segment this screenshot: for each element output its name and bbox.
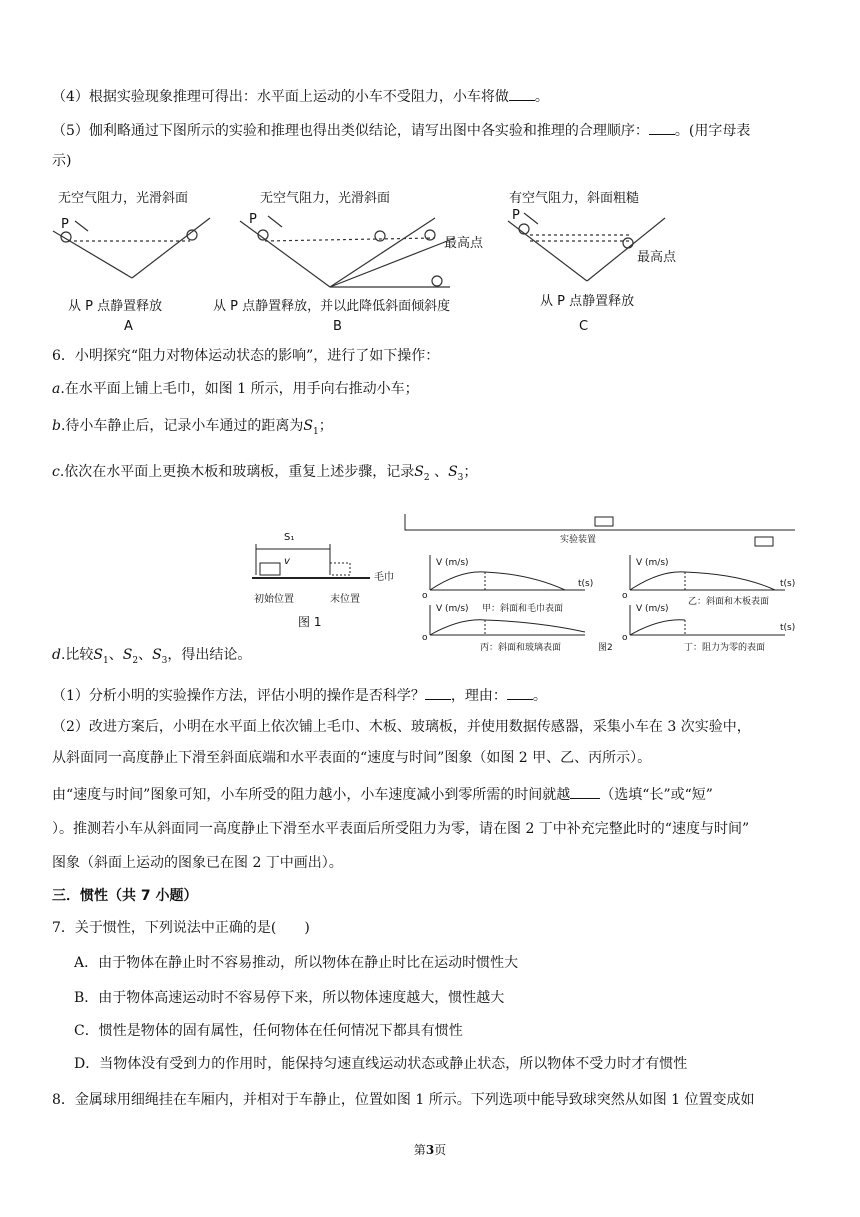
q5-line1	[52, 120, 750, 141]
q6-1-end: 。	[532, 688, 547, 704]
q6-2-line5: 图象（斜面上运动的图象已在图 2 丁中画出）。	[52, 855, 343, 871]
fig1-end: 末位置	[330, 594, 360, 605]
q4-end: 。	[534, 89, 549, 105]
q6-b-end: ；	[318, 418, 333, 434]
fig1-v: v	[284, 556, 290, 567]
fig2-yi-curve	[630, 572, 775, 590]
fig2-ding-curve	[630, 620, 685, 635]
fig-a-letter: A	[124, 319, 133, 333]
q6-2-line3	[52, 784, 713, 805]
q6-c-var2: S	[448, 464, 458, 480]
q6-c-text: .依次在水平面上更换木板和玻璃板，重复上述步骤，记录	[59, 464, 415, 480]
q6-d-sub3: 3	[161, 655, 168, 666]
fig1-s1: S₁	[284, 532, 295, 543]
fig2-cart-right	[755, 537, 773, 546]
footer-pre: 第	[413, 1143, 426, 1157]
fig2-yi-tlabel: t(s)	[780, 579, 796, 589]
q6-c-sep: 、	[429, 464, 449, 480]
q7-option-b[interactable]: B．由于物体高速运动时不容易停下来，所以物体速度越大，惯性越大	[74, 990, 505, 1006]
q8-text: 8．金属球用细绳挂在车厢内，并相对于车静止，位置如图 1 所示。下列选项中能导致球突然从如图 1 位置变成如	[52, 1092, 755, 1108]
figure-1	[250, 530, 410, 640]
q6-b-label: b	[52, 418, 61, 434]
q6-d-sub1: 1	[103, 655, 109, 666]
fig-b-ball-3	[432, 276, 442, 286]
q6-2-line3a: 由“速度与时间”图象可知，小车所受的阻力越小，小车速度减小到零所需的时间就越	[52, 787, 571, 803]
fig-b-p: P	[249, 212, 257, 227]
galileo-figure-c	[500, 183, 700, 333]
q6-2-blank[interactable]	[570, 784, 600, 799]
fig-c-ball-end	[623, 238, 633, 248]
fig-a-left-slope	[53, 231, 132, 278]
q6-a-label: a	[52, 381, 61, 397]
q7-option-a[interactable]: A．由于物体在静止时不容易推动，所以物体在静止时比在运动时惯性大	[74, 955, 519, 971]
fig-b-left-slope	[240, 221, 330, 287]
q6-d-sub2: 2	[132, 655, 139, 666]
fig2-ding-tlabel: t(s)	[780, 623, 796, 633]
q6-c-sub1: 2	[423, 472, 430, 483]
fig1-cart-start	[260, 563, 280, 575]
fig-a-right-slope	[132, 218, 210, 278]
q6-1-blank-a[interactable]	[425, 685, 451, 700]
fig-c-letter: C	[579, 319, 589, 333]
q4-blank[interactable]	[509, 86, 535, 101]
fig-a-title: 无空气阻力，光滑斜面	[58, 191, 189, 206]
fig2-yi-vlabel: V (m/s)	[636, 558, 669, 568]
fig-c-high: 最高点	[637, 250, 677, 265]
q6-step-a	[52, 379, 419, 399]
fig1-start: 初始位置	[254, 594, 294, 605]
fig2-ding-vlabel: V (m/s)	[636, 604, 669, 614]
q6-2-line2: 从斜面同一高度静止下滑至斜面底端和水平表面的“速度与时间”图象（如图 2 甲、乙、丙所示）。	[52, 750, 652, 766]
q6-d-var1: S	[93, 647, 104, 663]
fig-a-arrow	[75, 221, 88, 231]
fig2-jia-curve	[430, 572, 565, 590]
q7-option-d[interactable]: D．当物体没有受到力的作用时，能保持匀速直线运动状态或静止状态，所以物体不受力时才有惯性	[74, 1056, 688, 1072]
section-heading: 三．惯性（共 7 小题）	[52, 888, 198, 904]
fig2-caption: 图2	[598, 643, 613, 653]
fig-c-left-slope	[508, 221, 587, 281]
q6-2-line4: ）。推测若小车从斜面同一高度静止下滑至水平表面后所受阻力为零，请在图 2 丁中补充完整此时的“速度与时间”	[52, 821, 750, 837]
q5-blank[interactable]	[649, 120, 675, 135]
fig2-jia-vlabel: V (m/s)	[436, 558, 469, 568]
fig2-yi-name: 乙：斜面和木板表面	[688, 597, 770, 607]
q6-2-line1: （2）改进方案后，小明在水平面上依次铺上毛巾、木板、玻璃板，并使用数据传感器，采集小车在 3 次实验中，	[52, 719, 751, 735]
q6-1-text: （1）分析小明的实验操作方法，评估小明的操作是否科学？	[52, 688, 425, 704]
fig-c-p: P	[512, 208, 520, 223]
fig-c-arrow	[524, 213, 538, 224]
fig2-bing-name: 丙：斜面和玻璃表面	[480, 643, 562, 653]
q6-d-sep1: 、	[108, 647, 123, 663]
footer-post: 页	[434, 1143, 447, 1157]
galileo-figure	[40, 183, 510, 333]
q5-text1-end: 。(用字母表	[674, 123, 751, 139]
fig-b-dashed	[265, 238, 435, 241]
q6-1-mid: ，理由：	[450, 688, 507, 704]
q6-d-label: d	[52, 647, 61, 663]
fig2-cart-middle	[595, 517, 613, 526]
q6-c-end: ；	[463, 464, 478, 480]
fig2-jia-origin: o	[422, 591, 428, 601]
fig-b-title: 无空气阻力，光滑斜面	[260, 191, 391, 206]
q7-option-c[interactable]: C．惯性是物体的固有属性，任何物体在任何情况下都具有惯性	[74, 1023, 463, 1039]
q5-text1: （5）伽利略通过下图所示的实验和推理也得出类似结论，请写出图中各实验和推理的合理顺序：	[52, 123, 649, 139]
q6-d-sep2: 、	[138, 647, 153, 663]
fig2-jia-tlabel: t(s)	[578, 579, 594, 589]
q7-title: 7．关于惯性，下列说法中正确的是( )	[52, 920, 310, 936]
fig-b-ball-2	[425, 230, 435, 240]
fig-c-caption: 从 P 点静置释放	[540, 294, 635, 309]
fig2-bing-curve	[430, 620, 585, 635]
fig-b-letter: B	[333, 319, 342, 333]
q6-d-text: .比较	[60, 647, 94, 663]
fig2-bing-origin: o	[422, 633, 428, 643]
fig2-ramp	[405, 514, 460, 530]
fig-a-caption: 从 P 点静置释放	[68, 299, 163, 314]
q5-line2: 示)	[52, 153, 72, 169]
q6-part1	[52, 685, 547, 706]
q4-line	[52, 86, 549, 107]
figure-2	[400, 500, 800, 655]
q6-d-var3: S	[152, 647, 162, 663]
fig1-towel: 毛巾	[374, 572, 394, 583]
q6-d-var2: S	[122, 647, 133, 663]
fig1-cart-end	[330, 563, 350, 575]
q6-step-d	[52, 645, 251, 671]
fig-c-title: 有空气阻力，斜面粗糙	[509, 191, 640, 206]
q6-step-b	[52, 416, 333, 442]
fig2-device: 实验装置	[560, 535, 597, 545]
q6-c-var1: S	[414, 464, 424, 480]
fig2-bing-vlabel: V (m/s)	[436, 604, 469, 614]
q6-d-end: ，得出结论。	[167, 647, 252, 663]
fig2-ding-name: 丁：阻力为零的表面	[684, 643, 766, 653]
q6-c-sub2: 3	[457, 472, 464, 483]
q6-c-label: c	[52, 464, 60, 480]
q6-b-sub: 1	[313, 426, 319, 437]
fig-a-p: P	[61, 217, 69, 232]
fig2-yi-origin: o	[622, 591, 628, 601]
fig1-caption: 图 1	[298, 615, 322, 629]
q6-b-var: S	[303, 418, 314, 434]
fig-b-high: 最高点	[444, 236, 484, 251]
page-number: 3	[425, 1143, 435, 1157]
fig-b-arrow	[268, 216, 282, 227]
q6-title: 6．小明探究“阻力对物体运动状态的影响”，进行了如下操作：	[52, 348, 440, 364]
fig2-jia-name: 甲：斜面和毛巾表面	[482, 604, 564, 614]
page-footer	[0, 1141, 860, 1158]
q6-2-line3b: （选填“长”或“短”	[600, 787, 713, 803]
q6-a-text: .在水平面上铺上毛巾，如图 1 所示，用手向右推动小车；	[60, 381, 419, 397]
q4-text: （4）根据实验现象推理可得出：水平面上运动的小车不受阻力，小车将做	[52, 89, 509, 105]
q6-1-blank-b[interactable]	[507, 685, 533, 700]
fig-b-caption: 从 P 点静置释放，并以此降低斜面倾斜度	[213, 299, 451, 314]
q6-step-c	[52, 462, 477, 488]
fig2-ding-origin: o	[622, 633, 628, 643]
q6-b-text: .待小车静止后，记录小车通过的距离为	[60, 418, 304, 434]
